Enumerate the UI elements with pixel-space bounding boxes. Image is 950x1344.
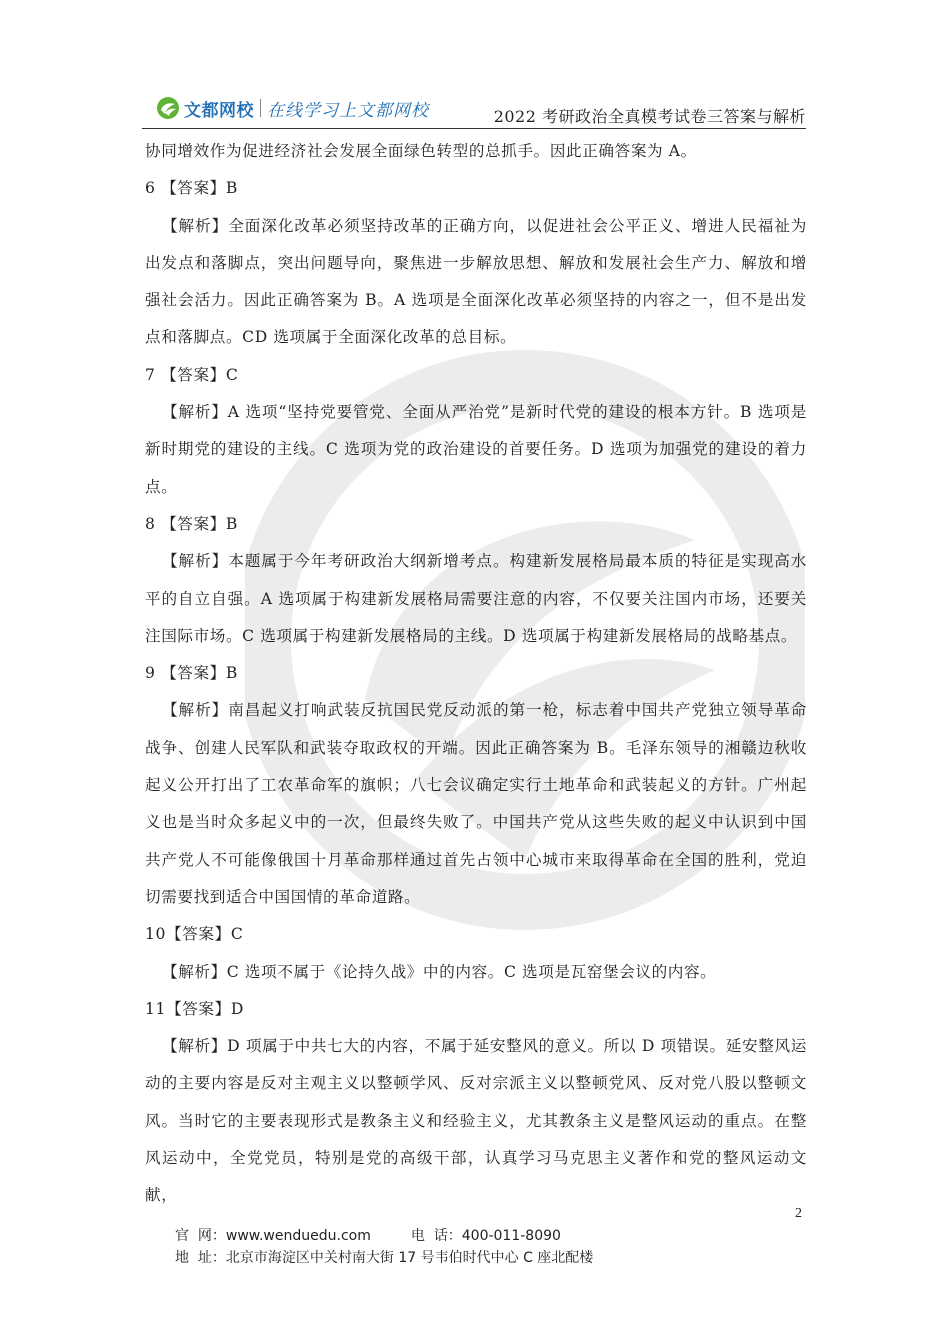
- answer-line: 7 【答案】C: [145, 365, 239, 384]
- explanation-paragraph: 【解析】A 选项“坚持党要管党、全面从严治党”是新时代党的建设的根本方针。B 选项是新时期党的建设的主线。C 选项为党的政治建设的首要任务。D 选项为加强党的建设的着力点。: [145, 403, 807, 496]
- site-link[interactable]: www.wenduedu.com: [225, 1228, 371, 1244]
- brand-logo: [156, 94, 429, 122]
- address-label: 地 址：: [175, 1250, 226, 1266]
- answer-content: [145, 133, 807, 1215]
- explanation-paragraph: 【解析】D 项属于中共七大的内容，不属于延安整风的意义。所以 D 项错误。延安整风运动的主要内容是反对主观主义以整顿学风、反对宗派主义以整顿党风、反对党八股以整顿文风。当时它的主要表现形式是教条主义和经验主义，尤其教条主义是整风运动的重点。在整风运动中，全党党员，特别是党的高级干部，认真学习马克思主义著作和党的整风运动文献，: [145, 1037, 807, 1205]
- explanation-paragraph: 【解析】全面深化改革必须坚持改革的正确方向，以促进社会公平正义、增进人民福祉为出发点和落脚点，突出问题导向，聚焦进一步解放思想、解放和发展社会生产力、解放和增强社会活力。因此正确答案为 B。A 选项是全面深化改革必须坚持的内容之一，但不是出发点和落脚点。CD 选项属于全面深化改革的总目标。: [145, 216, 807, 347]
- logo-divider: [260, 99, 261, 117]
- page-header: [142, 90, 806, 130]
- page-number: 2: [795, 1206, 802, 1221]
- explanation-paragraph: 【解析】C 选项不属于《论持久战》中的内容。C 选项是瓦窑堡会议的内容。: [162, 962, 717, 981]
- continued-text: 协同增效作为促进经济社会发展全面绿色转型的总抓手。因此正确答案为 A。: [145, 142, 697, 160]
- phone-number: 400-011-8090: [461, 1228, 561, 1244]
- answer-line: 8 【答案】B: [145, 514, 238, 533]
- address-text: 北京市海淀区中关村南大街 17 号韦伯时代中心 C 座北配楼: [225, 1250, 594, 1266]
- footer-contact-row: [175, 1225, 593, 1247]
- page-footer: [175, 1225, 593, 1269]
- answer-line: 10【答案】C: [145, 925, 244, 944]
- wendu-logo-icon: [156, 96, 180, 120]
- document-title: 2022 考研政治全真模考试卷三答案与解析: [493, 107, 806, 126]
- header-rule: [142, 128, 806, 129]
- brand-name: 文都网校: [184, 100, 254, 121]
- explanation-paragraph: 【解析】本题属于今年考研政治大纲新增考点。构建新发展格局最本质的特征是实现高水平的自立自强。A 选项属于构建新发展格局需要注意的内容，不仅要关注国内市场，还要关注国际市场。C 选项属于构建新发展格局的主线。D 选项属于构建新发展格局的战略基点。: [145, 552, 807, 645]
- answer-line: 11【答案】D: [145, 999, 244, 1018]
- footer-address-row: [175, 1247, 593, 1269]
- site-label: 官 网：: [175, 1228, 226, 1244]
- explanation-paragraph: 【解析】南昌起义打响武装反抗国民党反动派的第一枪，标志着中国共产党独立领导革命战争、创建人民军队和武装夺取政权的开端。因此正确答案为 B。毛泽东领导的湘赣边秋收起义公开打出了工农革命军的旗帜；八七会议确定实行土地革命和武装起义的方针。广州起义也是当时众多起义中的一次，但最终失败了。中国共产党从这些失败的起义中认识到中国共产党人不可能像俄国十月革命那样通过首先占领中心城市来取得革命在全国的胜利，党迫切需要找到适合中国国情的革命道路。: [145, 701, 807, 906]
- answer-line: 9 【答案】B: [145, 664, 238, 683]
- brand-slogan: 在线学习上文都网校: [267, 100, 429, 121]
- phone-label: 电 话：: [410, 1228, 462, 1244]
- answer-line: 6 【答案】B: [145, 179, 238, 198]
